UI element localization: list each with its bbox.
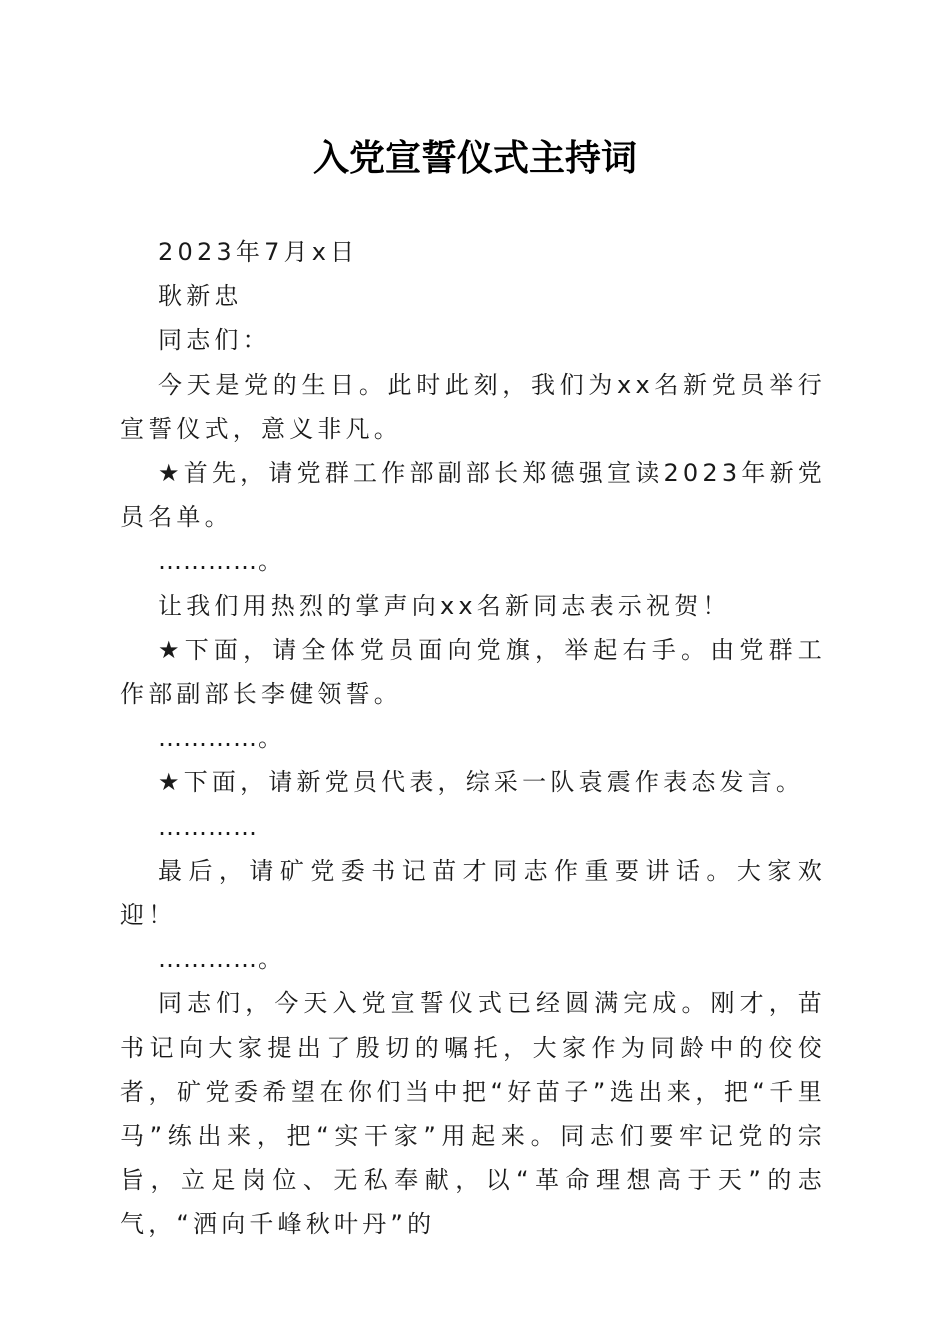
salutation: 同志们： [158,326,271,355]
ellipsis-line: ………… [158,812,258,841]
document-body [120,230,826,1247]
ellipsis-line: …………。 [158,945,283,974]
paragraph-opening: 今天是党的生日。此时此刻，我们为xx名新党员举行宣誓仪式，意义非凡。 [120,370,826,443]
agenda-item-oath: ★下面，请全体党员面向党旗，举起右手。由党群工作部副部长李健领誓。 [120,635,826,709]
paragraph-applause: 让我们用热烈的掌声向xx名新同志表示祝贺！ [158,591,731,620]
ellipsis-line: …………。 [158,724,283,753]
paragraph-secretary-speech: 最后，请矿党委书记苗才同志作重要讲话。大家欢迎！ [120,856,826,930]
agenda-item-representative-speech: ★下面，请新党员代表，综采一队袁震作表态发言。 [158,768,805,797]
paragraph-closing: 同志们，今天入党宣誓仪式已经圆满完成。刚才，苗书记向大家提出了殷切的嘱托，大家作为同龄中的佼佼者，矿党委希望在你们当中把“好苗子”选出来，把“千里马”练出来，把“实干家”用起来。同志们要牢记党的宗旨，立足岗位、无私奉献，以“革命理想高于天”的志气，“洒向千峰秋叶丹”的 [120,989,826,1239]
agenda-item-member-list: ★首先，请党群工作部副部长郑德强宣读2023年新党员名单。 [120,459,826,532]
date-line: 2023年7月x日 [158,238,359,266]
document-title: 入党宣誓仪式主持词 [312,137,637,179]
ellipsis-line: …………。 [158,547,283,576]
author-line: 耿新忠 [158,282,243,311]
